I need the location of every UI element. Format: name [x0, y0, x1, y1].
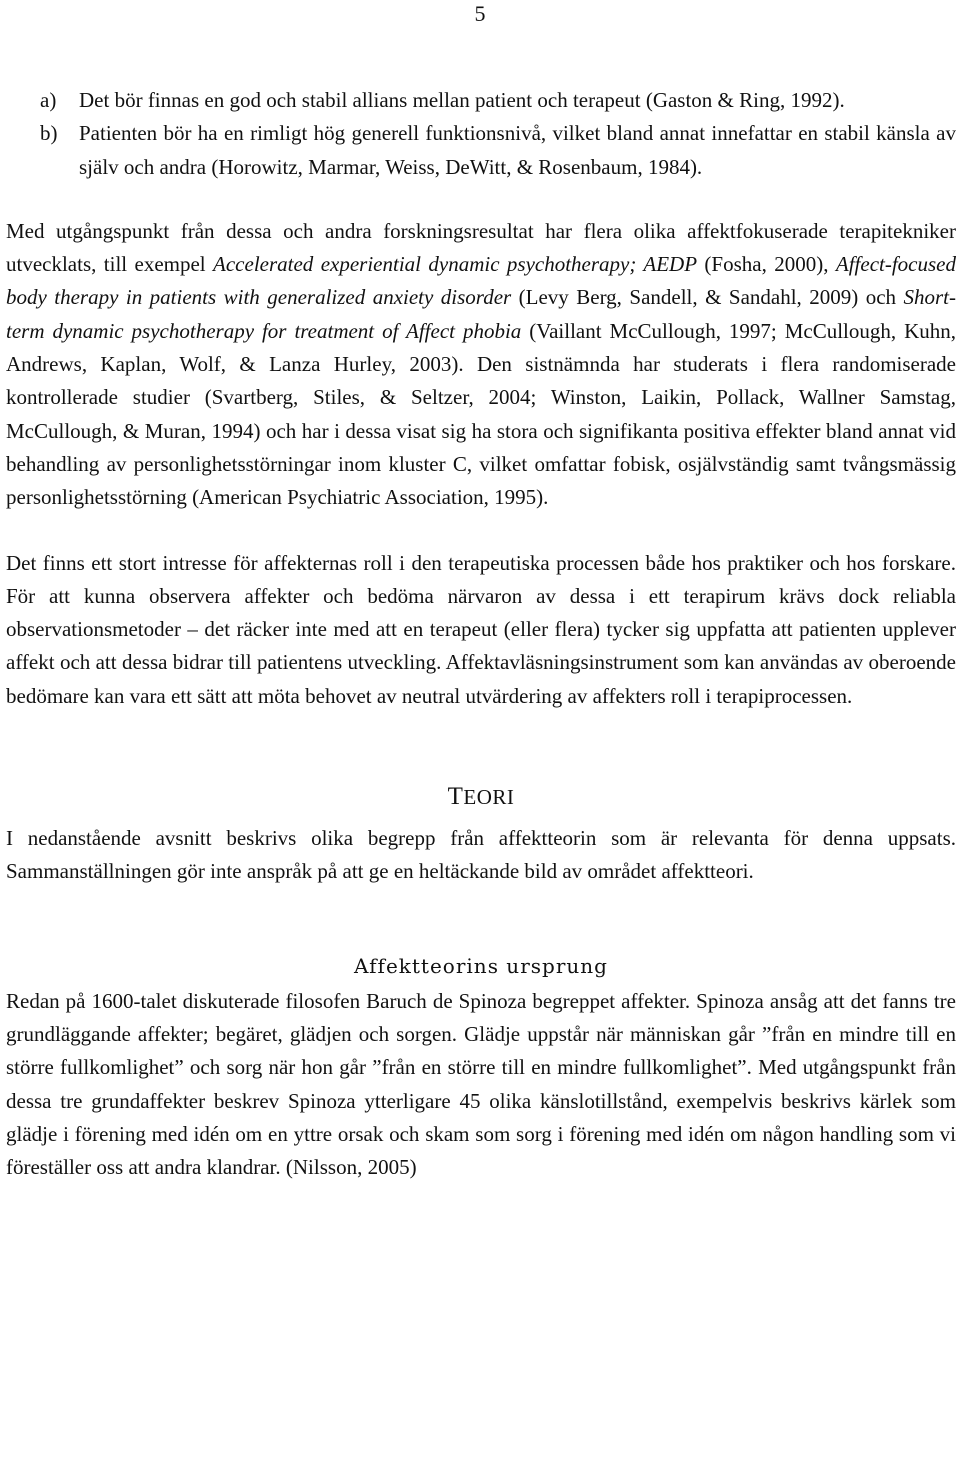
section-heading-teori	[6, 779, 956, 815]
list-marker: b)	[40, 121, 58, 146]
document-body	[6, 84, 956, 1184]
subsection-heading: Affektteorins ursprung	[354, 953, 608, 978]
list-item	[6, 84, 956, 117]
paragraph-interest: Det finns ett stort intresse för affekternas roll i den terapeutiska processen både hos praktiker och hos forskare. För att kunna observera affekter och bedöma närvaron av dessa i ett terapirum krävs dock reliabla observationsmetoder – det räcker inte med att en terapeut (eller flera) tycker sig uppfatta att patienten upplever affekt och att dessa bidrar till patientens utveckling. Affektavläsningsinstrument som kan användas av oberoende bedömare kan vara ett sätt att möta behovet av neutral utvärdering av affekters roll i terapiprocessen.	[6, 550, 956, 708]
list-item-text: Patienten bör ha en rimligt hög generell funktionsnivå, vilket bland annat innefattar en stabil känsla av själv och andra (Horowitz, Marmar, Weiss, DeWitt, & Rosenbaum, 1984).	[79, 121, 956, 179]
paragraph-spinoza: Redan på 1600-talet diskuterade filosofen Baruch de Spinoza begreppet affekter. Spinoza ansåg att det fanns tre grundläggande affekter; begäret, glädjen och sorgen. Glädje uppstår när människan går ”från en mindre till en större fullkomlighet” och sorg när hon går ”från en större till en mindre fullkomlighet”. Med utgångspunkt från dessa tre grundaffekter beskrev Spinoza ytterligare 45 olika känslotillstånd, exempelvis beskrivs kärlek som glädje i förening med idén om en yttre orsak och skam som sorg i förening med idén om någon handling som vi föreställer oss att andra klandrar. (Nilsson, 2005)	[6, 988, 956, 1180]
page-number: 5	[474, 1, 486, 26]
list-item-text: Det bör finnas en god och stabil allians mellan patient och terapeut (Gaston & Ring, 1992).	[79, 88, 845, 112]
criteria-list	[6, 84, 956, 184]
text-span: (Vaillant McCullough, 1997; McCullough, Kuhn, Andrews, Kaplan, Wolf, & Lanza Hurley, 2003). Den sistnämnda har studerats i flera randomiserade kontrollerade studier (Svartberg, Stiles, & Seltzer, 2004; Winston, Laikin, Pollack, Wallner Samstag, McCullough, & Muran, 1994) och har i dessa visat sig ha stora och signifikanta positiva effekter bland annat vid behandling av personlighetsstörningar inom kluster C, vilket omfattar fobisk, osjälvständig samt tvångsmässig personlighetsstörning (American Psychiatric Association, 1995).	[6, 318, 956, 510]
paragraph-techniques	[6, 215, 956, 515]
italic-title-body-therapy: Affect-focused body therapy in patients with generalized anxiety disorder	[6, 252, 956, 310]
italic-title-affect-phobia: Short-term dynamic psychotherapy for treatment of Affect phobia	[6, 285, 956, 343]
text-span: (Fosha, 2000),	[697, 252, 836, 277]
heading-initial: T	[447, 783, 464, 811]
heading-smallcaps: EORI	[463, 785, 515, 810]
text-span: Med utgångspunkt från dessa och andra forskningsresultat har flera olika affektfokuserade terapitekniker utvecklats, till exempel	[6, 218, 956, 277]
list-item	[6, 117, 956, 184]
paragraph-intro-theory: I nedanstående avsnitt beskrivs olika begrepp från affektteorin som är relevanta för denna uppsats. Sammanställningen gör inte anspråk på att ge en heltäckande bild av området affektteori.	[6, 826, 956, 884]
text-span: (Levy Berg, Sandell, & Sandahl, 2009) och	[511, 285, 904, 310]
italic-title-aedp: Accelerated experiential dynamic psychotherapy; AEDP	[213, 252, 698, 277]
list-marker: a)	[40, 88, 57, 112]
